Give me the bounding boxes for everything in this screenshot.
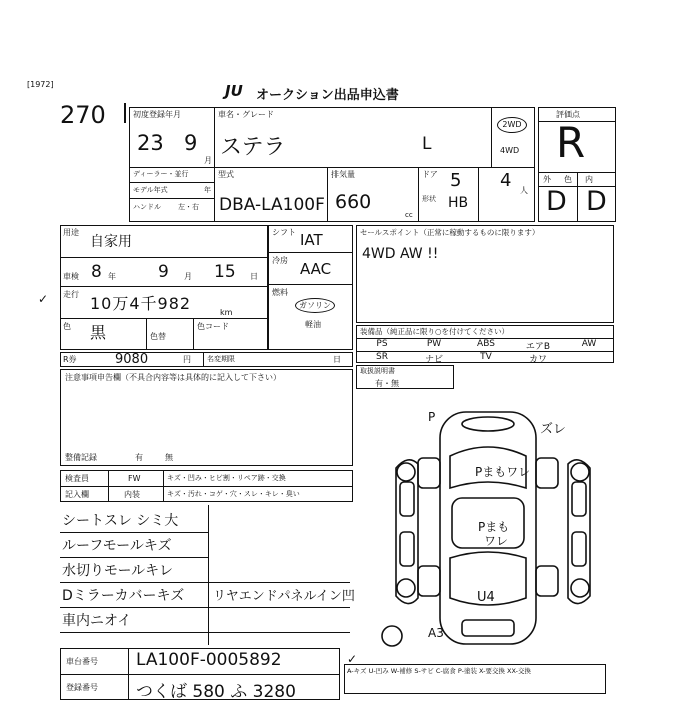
note-line: [60, 632, 350, 633]
capacity: 4: [500, 170, 512, 191]
equip-aw: AW: [581, 339, 597, 349]
exterior-damage-types: キズ・凹み・ヒビ割・リペア跡・交換: [167, 474, 286, 482]
note-5: 車内ニオイ: [62, 613, 132, 629]
car-grade: L: [422, 134, 432, 154]
rating-score: R: [556, 118, 586, 167]
equip-leather: カワ: [528, 355, 547, 365]
divider: [163, 470, 164, 502]
divider: [60, 674, 340, 675]
divider: [60, 257, 268, 258]
car-name-label: 車名・グレード: [218, 110, 274, 119]
interior-grade: D: [586, 186, 607, 217]
person-unit: 人: [520, 186, 528, 195]
equip-pw: PW: [426, 339, 442, 349]
divider: [214, 107, 215, 167]
inspector-label: 検査員: [65, 474, 89, 483]
shift: IAT: [300, 231, 323, 249]
interior-damage-types: キズ・汚れ・コゲ・穴・スレ・キレ・臭い: [167, 490, 300, 498]
cc-unit: cc: [405, 211, 413, 219]
inspection-label: 車検: [63, 272, 79, 281]
color-code-label: 色コード: [197, 322, 229, 331]
usage-label: 用途: [63, 228, 79, 237]
manual-value: 有・無: [375, 379, 399, 388]
displacement-label: 排気量: [331, 170, 355, 179]
equip-airbag: エアB: [525, 342, 551, 352]
day-label: 日: [250, 272, 258, 281]
km-unit: km: [220, 308, 233, 317]
chassis-label: 車台番号: [66, 657, 98, 666]
mark-p: P: [428, 410, 436, 424]
check-mark: ✓: [38, 292, 49, 306]
month-label: 月: [184, 272, 192, 281]
interior-label: 内: [585, 175, 593, 184]
sales-points-block: [356, 225, 614, 323]
interior-check-label: 内装: [124, 490, 140, 499]
rear-panel-note: リヤエンドパネルイン凹: [213, 589, 355, 604]
notes-block: [60, 369, 353, 466]
note-line: [60, 607, 350, 608]
equip-navi: ナビ: [424, 355, 443, 365]
divider: [60, 486, 353, 487]
model-code-label: 型式: [218, 170, 234, 179]
divider: [327, 167, 328, 222]
divider: [128, 648, 129, 700]
divider: [60, 286, 268, 287]
divider: [268, 284, 353, 285]
body-color: 黒: [90, 323, 107, 342]
first-reg-month: 9: [184, 131, 198, 155]
color-change-label: 色替: [150, 332, 166, 341]
mark-a3: A3: [428, 626, 444, 640]
color-label: 色: [564, 175, 572, 184]
color-label: 色: [63, 322, 71, 331]
yen-unit: 円: [183, 355, 191, 364]
notes-label: 注意事項申告欄（不具合内容等は具体的に記入して下さい）: [65, 373, 281, 382]
mark-front: Pまもワレ: [475, 465, 531, 479]
equipment-label: 装備品（純正品に限り○を付けてください）: [360, 327, 510, 336]
dealer-label: ディーラー・並行: [133, 170, 189, 178]
note-2: ルーフモールキズ: [62, 538, 172, 554]
chassis-number: LA100F-0005892: [136, 650, 282, 670]
handle-label: ハンドル: [133, 203, 161, 211]
fuel-label: 燃料: [272, 288, 288, 297]
air-conditioner: AAC: [300, 260, 332, 278]
year-label: 年: [108, 272, 116, 281]
inspection-month: 9: [158, 262, 169, 282]
divider: [268, 252, 353, 253]
model-code: DBA-LA100F: [219, 195, 325, 215]
mileage: 10万4千982: [90, 294, 192, 313]
mileage-label: 走行: [63, 290, 79, 299]
damage-legend: A-キズ U-凹み W-補修 S-サビ C-腐食 P-塗装 X-要交換 XX-交換: [347, 667, 531, 675]
expiry-day-label: 日: [333, 355, 341, 364]
divider: [491, 107, 492, 167]
registration-mark: [120, 103, 126, 123]
divider: [203, 352, 204, 367]
maintenance-label: 整備記録: [65, 453, 97, 462]
maintenance-yes: 有: [135, 453, 143, 462]
lot-number: 270: [60, 101, 106, 129]
rating-label: 評価点: [556, 110, 580, 119]
expiry-label: 名変期限: [207, 355, 235, 363]
form-title: オークション出品申込書: [256, 88, 399, 103]
equip-ps: PS: [376, 339, 388, 349]
note-4: Dミラーカバーキズ: [62, 588, 185, 604]
doors-label: ドア: [422, 170, 438, 179]
mark-center: Pまも: [478, 520, 510, 534]
note-line: [60, 557, 208, 558]
check-mark: ✓: [347, 652, 358, 666]
fuel-option-diesel: 軽油: [305, 320, 321, 329]
divider: [418, 167, 419, 222]
divider: [214, 167, 215, 222]
model-year-label: モデル年式: [133, 186, 168, 194]
body-label: 形状: [422, 195, 436, 203]
maintenance-no: 無: [165, 453, 173, 462]
displacement: 660: [335, 191, 372, 213]
year-unit: 年: [204, 186, 211, 194]
brand-logo: JU: [225, 82, 243, 100]
mark-center-2: ワレ: [484, 534, 509, 548]
drive-2wd-circled: 2WD: [497, 117, 527, 133]
first-reg-label: 初度登録年月: [133, 110, 181, 119]
first-reg-year: 23: [137, 131, 164, 155]
note-line: [60, 582, 350, 583]
document-id: [1972]: [27, 80, 54, 89]
divider: [193, 318, 194, 350]
registration-number: つくば 580 ふ 3280: [136, 682, 296, 702]
divider: [129, 167, 535, 168]
reg-label: 登録番号: [66, 683, 98, 692]
manual-label: 取扱説明書: [360, 367, 395, 375]
body-type: HB: [448, 195, 469, 211]
divider: [60, 318, 268, 319]
entry-label: 記入欄: [65, 490, 89, 499]
mark-zure: ズレ: [540, 422, 567, 437]
shift-label: シフト: [272, 228, 296, 237]
inspection-day: 15: [214, 262, 236, 282]
car-name: ステラ: [220, 135, 286, 160]
divider: [108, 470, 109, 502]
divider: [577, 172, 578, 222]
divider: [129, 198, 214, 199]
equip-abs: ABS: [477, 339, 495, 349]
doors: 5: [450, 170, 462, 191]
exterior-grade: D: [546, 186, 567, 217]
exterior-label: 外: [543, 175, 551, 184]
drive-4wd: 4WD: [500, 146, 520, 155]
inspection-year: 8: [91, 262, 102, 282]
usage: 自家用: [90, 234, 132, 250]
note-3: 水切りモールキレ: [62, 563, 174, 579]
divider: [129, 182, 214, 183]
sales-points-text: 4WD AW !!: [362, 246, 439, 262]
recycle-amount: 9080: [115, 352, 149, 367]
equip-tv: TV: [480, 352, 492, 362]
fw-label: FW: [128, 474, 141, 483]
equip-sr: SR: [376, 352, 388, 362]
month-unit: 月: [204, 156, 212, 165]
handle-options: 左・右: [178, 203, 199, 211]
divider: [478, 167, 479, 222]
divider: [146, 318, 147, 350]
ac-label: 冷房: [272, 256, 288, 265]
mark-rear: U4: [477, 590, 495, 605]
divider: [208, 505, 209, 645]
note-1: シートスレ シミ大: [62, 513, 179, 529]
fuel-circled: ガソリン: [295, 298, 335, 313]
sales-points-label: セールスポイント（正常に稼動するものに限ります）: [360, 228, 540, 237]
recycle-label: R券: [63, 355, 77, 364]
note-line: [60, 532, 208, 533]
